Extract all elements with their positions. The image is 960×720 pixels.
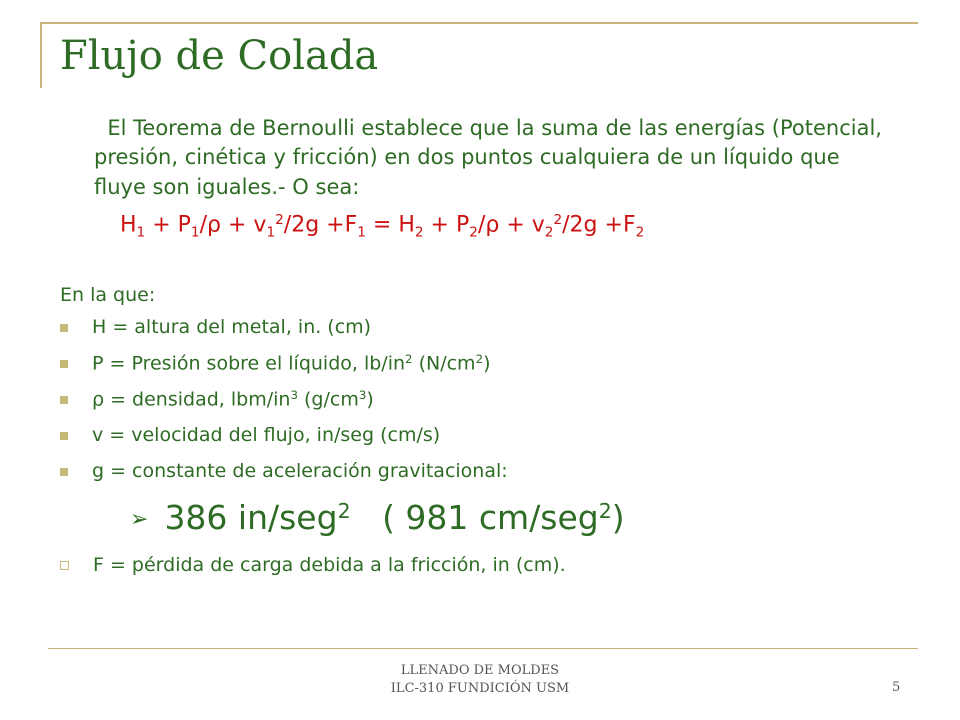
square-bullet-icon xyxy=(60,432,68,440)
bernoulli-formula: $H_1 + P_1/\rho + v_1^2/2g +F_1 = H_2 + P_2/\rho + v_2^2/2g +F_2$ xyxy=(120,212,645,241)
footer-divider xyxy=(48,648,918,649)
square-bullet-icon xyxy=(60,324,68,332)
definition-item-h: H = altura del metal, in. (cm) xyxy=(60,316,371,338)
definition-item-g: g = constante de aceleración gravitacional: xyxy=(60,460,508,482)
definitions-heading: En la que: xyxy=(60,284,156,306)
gravity-value: ➢ 386 in/seg$^2$ ( 981 cm/seg$^2$) xyxy=(130,498,625,537)
definition-item-p: P = Presión sobre el líquido, $lb/in^2$ $(N/cm^2)$ xyxy=(60,352,490,374)
footer-line-1: LLENADO DE MOLDES xyxy=(400,663,560,678)
square-bullet-icon xyxy=(60,396,68,404)
square-bullet-icon xyxy=(60,360,68,368)
slide-footer xyxy=(340,662,620,697)
hollow-square-bullet-icon xyxy=(60,561,69,570)
arrow-bullet-icon: ➢ xyxy=(130,507,149,532)
square-bullet-icon xyxy=(60,468,68,476)
page-number: 5 xyxy=(892,680,901,695)
slide-top-border xyxy=(40,22,918,24)
footer-line-2: ILC-310 FUNDICIÓN USM xyxy=(390,680,570,696)
definition-item-v: v = velocidad del flujo, in/seg (cm/s) xyxy=(60,424,440,446)
slide-title: Flujo de Colada xyxy=(60,33,379,79)
slide-left-border xyxy=(40,22,42,88)
intro-paragraph xyxy=(94,114,894,202)
definition-item-rho: ρ = densidad, lbm/$in^3$ $(g/cm^3)$ xyxy=(60,388,374,410)
intro-text: El Teorema de Bernoulli establece que la suma de las energías (Potencial, presión, cinética y fricción) en dos puntos cualquiera de un líquido que fluye son iguales.- O sea: xyxy=(94,116,882,199)
definition-item-f: F = pérdida de carga debida a la fricción, in (cm). xyxy=(60,554,566,576)
